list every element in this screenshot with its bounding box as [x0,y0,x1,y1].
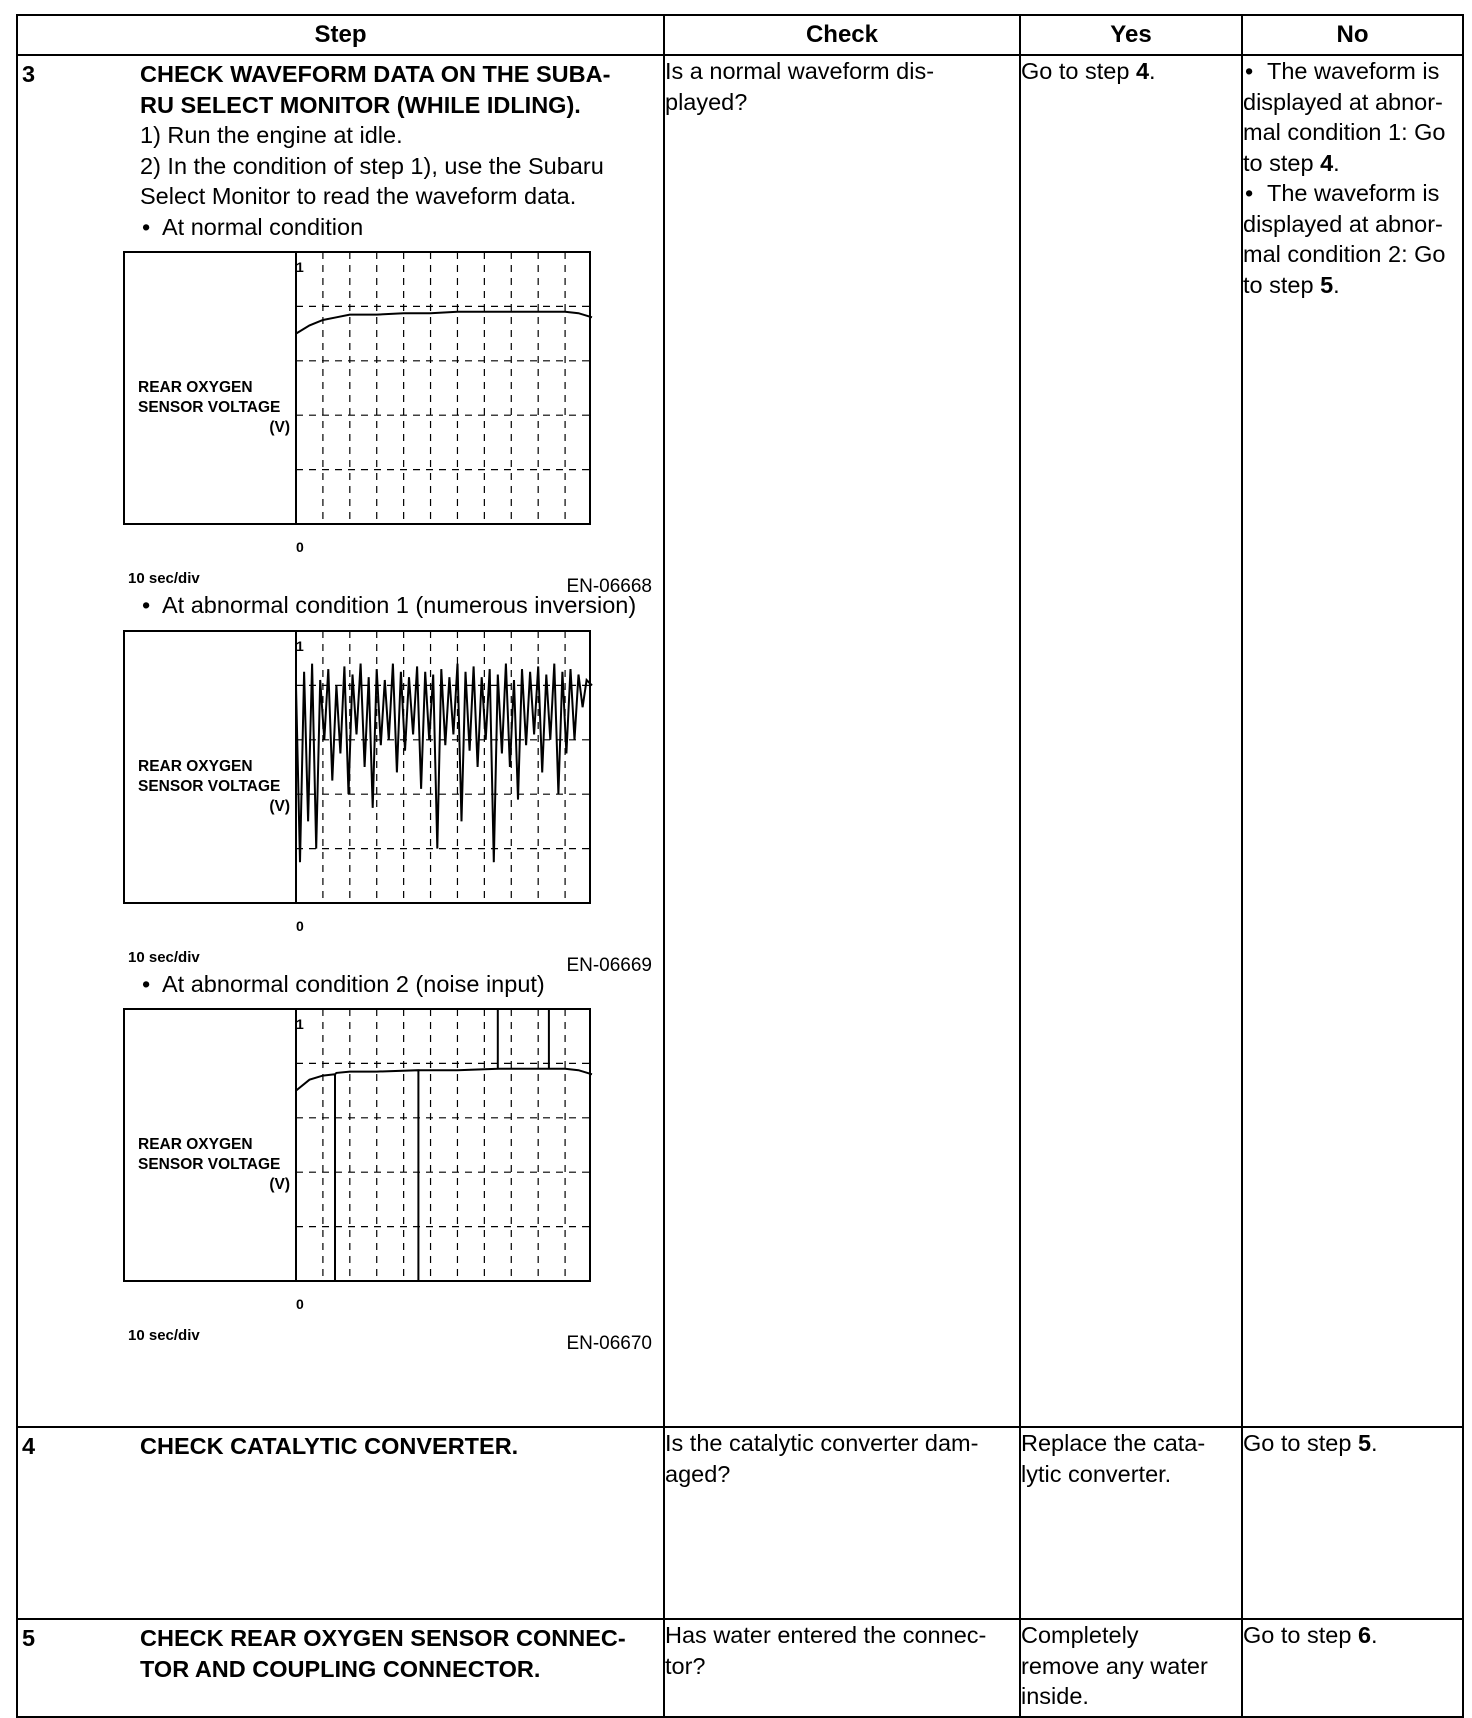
figure-caption: • At abnormal condition 2 (noise input) [140,969,659,1000]
yes-cell [1020,1427,1242,1619]
y-axis-label-line: SENSOR VOLTAGE [138,1156,281,1173]
yes-text-suffix: . [1149,58,1156,84]
y-tick-min: 0 [296,1296,304,1312]
instruction: 1) Run the engine at idle. [140,122,403,148]
no-item-line: • The waveform is [1267,58,1440,84]
instruction: 2) In the condition of step 1), use the Subaru [140,152,604,179]
waveform-chart-abnormal-2 [122,1007,662,1354]
yes-text: Go to step [1021,58,1136,84]
table-header-row [17,15,1463,55]
yes-text-line: lytic converter. [1021,1460,1172,1487]
yes-step-ref: 4 [1135,58,1150,84]
header-step: Step [17,15,664,55]
no-text: Go to step [1243,1430,1358,1456]
step-title-line: CHECK WAVEFORM DATA ON THE SUBA- [140,61,611,87]
step-title-line: TOR AND COUPLING CONNECTOR. [140,1655,541,1682]
no-item-line: mal condition 2: Go [1243,241,1446,267]
figure-id: EN-06668 [566,576,652,597]
step-cell [17,55,664,1427]
no-step-ref: 5 [1320,271,1334,298]
no-step-ref: 5 [1357,1430,1372,1456]
y-axis-label [138,378,290,438]
no-cell [1242,55,1463,1427]
diagnostic-table [16,14,1464,1718]
step-number: 5 [22,1625,36,1651]
y-tick-min: 0 [296,917,304,934]
check-text-line: Is the catalytic converter dam- [665,1430,979,1456]
yes-cell [1020,55,1242,1427]
y-axis-unit: (V) [269,1176,290,1193]
y-axis-label-line: SENSOR VOLTAGE [138,399,281,416]
no-text: Go to step [1243,1622,1358,1648]
yes-text-line: inside. [1021,1683,1089,1709]
check-text-line: Has water entered the connec- [665,1622,987,1648]
check-cell [664,1619,1020,1717]
step-number: 4 [22,1433,36,1459]
no-text-suffix: . [1371,1622,1378,1648]
waveform-chart-normal [122,250,662,597]
no-item-line: displayed at abnor- [1243,88,1443,115]
yes-text-line: remove any water [1021,1652,1208,1679]
step-title-line: RU SELECT MONITOR (WHILE IDLING). [140,91,581,118]
no-item: • The waveform is displayed at abnor- mal condition 1: Go to step 4. [1243,56,1462,178]
instruction: Select Monitor to read the waveform data. [140,183,577,209]
check-cell [664,1427,1020,1619]
y-axis-label [138,1135,290,1195]
step-title [140,59,659,120]
y-tick-min: 0 [296,539,304,555]
no-item-line: mal condition 1: Go [1243,119,1446,145]
table-row [17,1427,1463,1619]
no-item-line: displayed at abnor- [1243,210,1443,237]
yes-text-line: Completely [1021,1622,1139,1648]
step-number: 3 [22,61,36,87]
check-cell [664,55,1020,1427]
figure-caption: • At abnormal condition 1 (numerous inversion) [140,590,659,621]
step-cell [17,1619,664,1717]
y-axis-label [138,757,290,817]
time-scale: 10 sec/div [128,948,200,966]
no-item-line: • The waveform is [1267,180,1440,206]
step-title [140,1623,659,1684]
header-yes: Yes [1020,15,1242,55]
time-scale: 10 sec/div [128,570,200,587]
no-cell [1242,1427,1463,1619]
y-tick-max: 1 [296,637,304,654]
time-scale: 10 sec/div [128,1327,200,1344]
header-check: Check [664,15,1020,55]
no-text-suffix: . [1371,1430,1378,1456]
check-text-line: Is a normal waveform dis- [665,58,935,84]
check-text-line: tor? [665,1652,706,1679]
no-item: • The waveform is displayed at abnor- mal condition 2: Go to step 5. [1243,178,1462,300]
figure-id: EN-06670 [566,1333,652,1354]
no-step-ref: 4 [1320,149,1334,176]
y-axis-unit: (V) [269,797,290,815]
figure-id: EN-06669 [566,954,652,976]
y-axis-label-line: REAR OXYGEN [138,1136,253,1153]
y-tick-max: 1 [296,1016,304,1032]
yes-text-line: Replace the cata- [1021,1430,1206,1456]
step-title-line: CHECK REAR OXYGEN SENSOR CONNEC- [140,1625,626,1651]
y-axis-label-line: SENSOR VOLTAGE [138,777,281,795]
yes-cell [1020,1619,1242,1717]
no-item-line: to step [1243,149,1321,176]
step-cell [17,1427,664,1619]
check-text-line: aged? [665,1460,731,1487]
y-tick-max: 1 [296,259,304,275]
figure-caption: • At normal condition [140,212,659,243]
waveform-chart-abnormal-1 [122,629,662,976]
check-text-line: played? [665,88,748,115]
y-axis-unit: (V) [269,419,290,436]
step-title: CHECK CATALYTIC CONVERTER. [140,1433,519,1459]
header-no: No [1242,15,1463,55]
table-row [17,1619,1463,1717]
no-step-ref: 6 [1357,1622,1372,1648]
no-cell [1242,1619,1463,1717]
no-item-line: to step [1243,271,1321,298]
y-axis-label-line: REAR OXYGEN [138,379,253,396]
y-axis-label-line: REAR OXYGEN [138,757,253,775]
table-row [17,55,1463,1427]
